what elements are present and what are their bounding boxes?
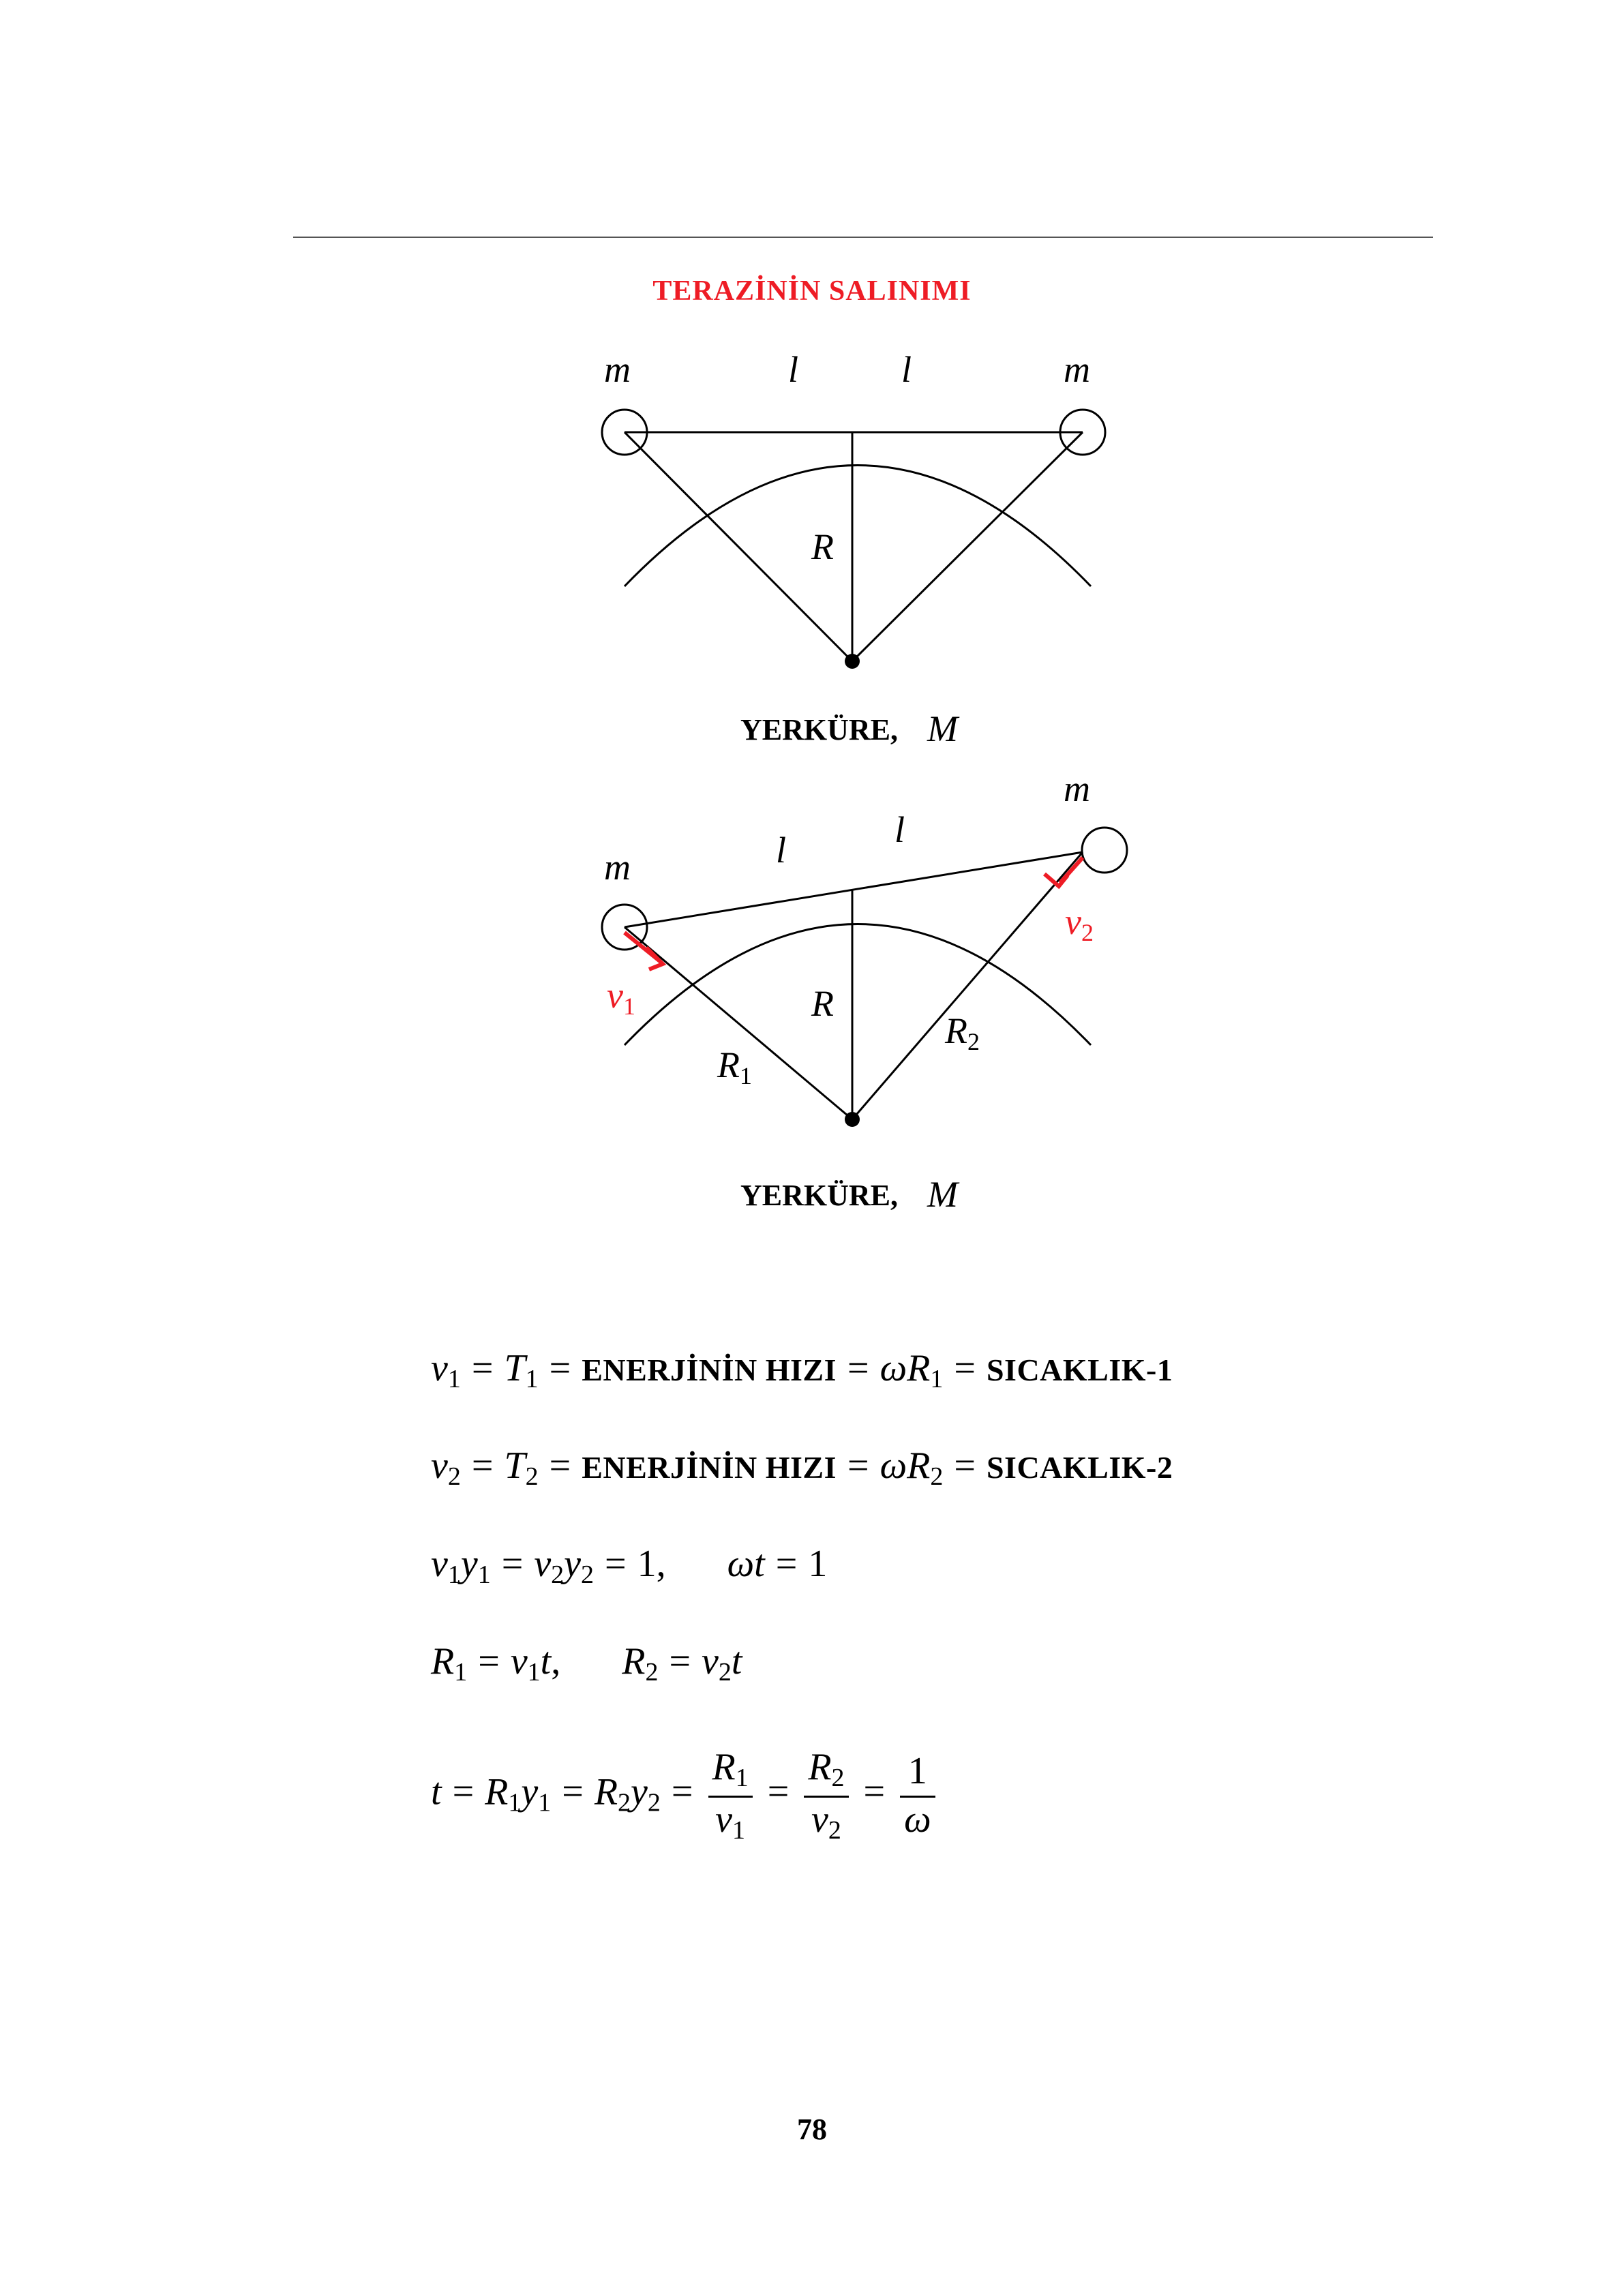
arm-label-right: l	[894, 809, 905, 850]
mass-label-right: m	[1064, 768, 1090, 809]
balance-beam	[625, 852, 1083, 927]
mass-label-right: m	[1064, 349, 1090, 390]
radius-label: R	[811, 526, 834, 567]
equation-3: $v_1y_1 = v_2y_2 = 1$, ωt = 1	[431, 1543, 828, 1589]
equation-5: $t = R_1y_1 = R_2y_2$ = $\frac{R_1}{v_1}$ = $\frac{R_2}{v_2}$ = $\frac{1}{\omega}$	[431, 1745, 939, 1845]
radius-label: R	[811, 983, 834, 1024]
page-number: 78	[797, 2113, 827, 2146]
mass-label-left: m	[604, 847, 631, 888]
mass-label-left: m	[604, 349, 631, 390]
caption-symbol: M	[927, 708, 958, 749]
eq2-temperature: SICAKLIK-2	[986, 1450, 1173, 1485]
v1-label: v1	[607, 975, 635, 1020]
r2-line	[852, 852, 1083, 1119]
equation-2: $v_2 = T_2$ = ENERJİNİN HIZI = $\omega R_2$ = SICAKLIK-2	[431, 1445, 1173, 1491]
arm-label-left: l	[788, 349, 799, 390]
arm-label-right: l	[901, 349, 912, 390]
caption-symbol: M	[927, 1174, 958, 1215]
eq2-energy-speed: ENERJİNİN HIZI	[582, 1450, 837, 1485]
r1-label: R1	[717, 1044, 752, 1089]
eq1-temperature: SICAKLIK-1	[986, 1353, 1173, 1387]
caption-word: YERKÜRE,	[740, 1179, 899, 1212]
earth-arc	[625, 924, 1091, 1046]
equation-1: $v_1 = T_1$ = ENERJİNİN HIZI = $\omega R_1$ = SICAKLIK-1	[431, 1347, 1173, 1393]
right-mass	[1082, 828, 1127, 873]
equation-4: $R_1 = v_1t$, $R_2 = v_2t$	[431, 1640, 742, 1687]
caption-word: YERKÜRE,	[740, 713, 899, 746]
page-title: TERAZİNİN SALINIMI	[652, 275, 972, 307]
arm-label-left: l	[776, 830, 787, 871]
r2-label: R2	[945, 1010, 980, 1055]
eq1-energy-speed: ENERJİNİN HIZI	[582, 1353, 837, 1387]
earth-center-dot	[845, 1112, 860, 1127]
v2-label: v2	[1065, 901, 1094, 946]
